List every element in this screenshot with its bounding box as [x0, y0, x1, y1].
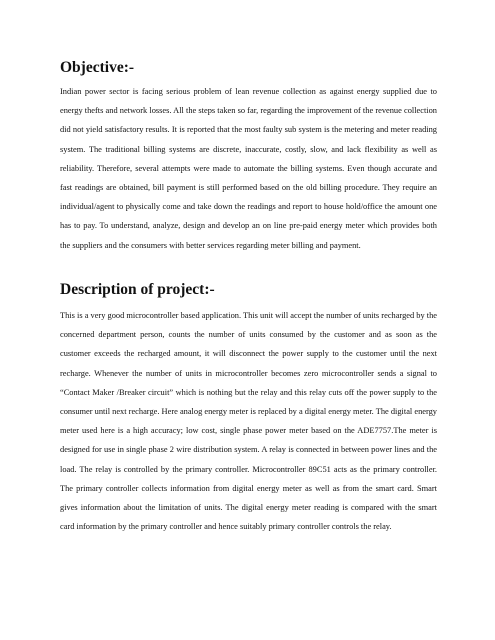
project-description-paragraph: This is a very good microcontroller based application. This unit will accept the number of units recharged by the concerned department person, counts the number of units consumed by the customer and as soon as the customer exceeds the recharged amount, it will disconnect the power supply to the customer until the next recharge. Whenever the number of units in microcontroller becomes zero microcontroller sends a signal to “Contact Maker /Breaker circuit” which is nothing but the relay and this relay cuts off the power supply to the consumer until next recharge. Here analog energy meter is replaced by a digital energy meter. The digital energy meter used here is a high accuracy; low cost, single phase power meter based on the ADE7757.The meter is designed for use in single phase 2 wire distribution system. A relay is connected in between power lines and the load. The relay is controlled by the primary controller. Microcontroller 89C51 acts as the primary controller. The primary controller collects information from digital energy meter as well as from the smart card. Smart gives information about the limitation of units. The digital energy meter reading is compared with the smart card information by the primary controller and hence suitably primary controller controls the relay.	[60, 311, 437, 532]
project-description-heading: Description of project:-	[60, 281, 215, 298]
objective-heading: Objective:-	[60, 59, 135, 76]
objective-paragraph: Indian power sector is facing serious problem of lean revenue collection as against energy supplied due to energy thefts and network losses. All the steps taken so far, regarding the improvement of the revenue collection did not yield satisfactory results. It is reported that the most faulty sub system is the metering and meter reading system. The traditional billing systems are discrete, inaccurate, costly, slow, and lack flexibility as well as reliability. Therefore, several attempts were made to automate the billing systems. Even though accurate and fast readings are obtained, bill payment is still performed based on the old billing procedure. They require an individual/agent to physically come and take down the readings and report to house hold/office the amount one has to pay. To understand, analyze, design and develop an on line pre-paid energy meter which provides both the suppliers and the consumers with better services regarding meter billing and payment.	[60, 87, 437, 250]
